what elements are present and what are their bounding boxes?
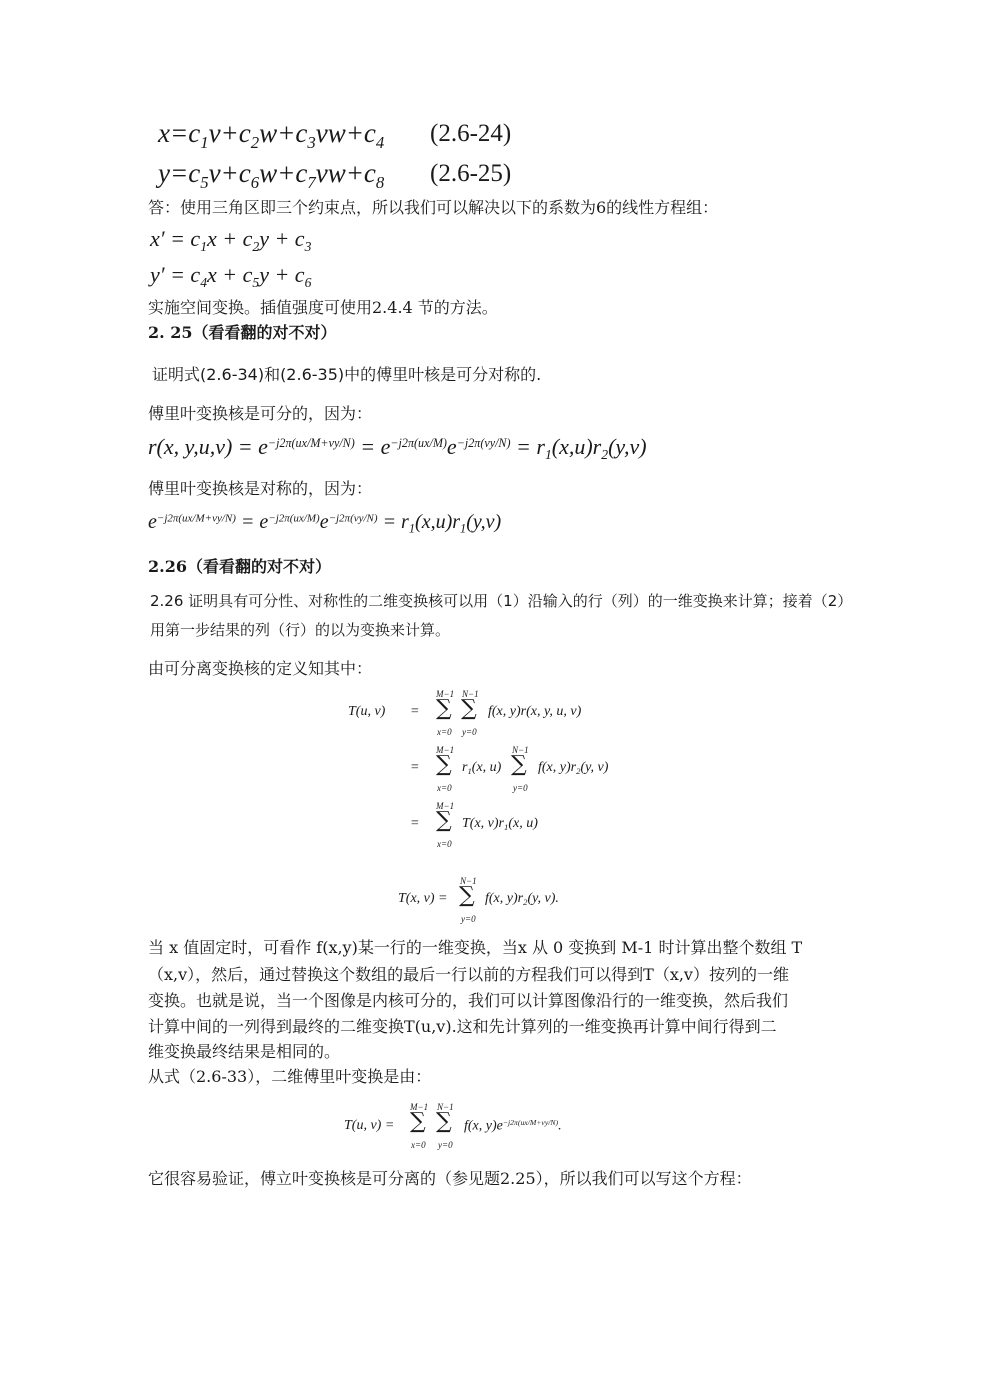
sum-limit-top: N−1 — [460, 876, 477, 886]
sum-limit-top: M−1 — [436, 801, 455, 811]
sum-limit-bottom: x=0 — [437, 783, 452, 793]
statement-2-26-line1: 2.26 证明具有可分性、对称性的二维变换核可以用（1）沿输入的行（列）的一维变换来计算；接着（2） — [150, 592, 853, 610]
sum-limit-top: N−1 — [462, 689, 479, 699]
closing-text: 它很容易验证，傅立叶变换核是可分离的（参见题2.25），所以我们可以写这个方程： — [148, 1169, 752, 1188]
equation-number-25: (2.6-25) — [430, 160, 512, 187]
sum-limit-bottom: x=0 — [411, 1140, 426, 1150]
sum-limit-bottom: y=0 — [513, 783, 528, 793]
sum-limit-bottom: x=0 — [437, 839, 452, 849]
sum-limit-bottom: y=0 — [462, 727, 477, 737]
derivation-eq-1: = — [410, 704, 420, 719]
after-linear-text: 实施空间变换。插值强度可使用2.4.4 节的方法。 — [148, 298, 498, 317]
derivation-eq-2: = — [410, 760, 420, 775]
sum-limit-top: M−1 — [436, 689, 455, 699]
equation-txv-rhs: f(x, $y)r_2(y$, v). — [485, 891, 559, 908]
fourier-rhs: f(x, $y)e^{-j2\pi(ux/M+vy/N)}$. — [464, 1118, 562, 1134]
sigma-symbol: ∑ — [436, 808, 452, 833]
paragraph-line: 当 x 值固定时，可看作 f(x,y)某一行的一维变换，当x 从 0 变换到 M-1 时计算出整个数组 T — [148, 938, 803, 957]
derivation-eq-3: = — [410, 816, 420, 831]
sigma-symbol: ∑ — [436, 752, 452, 777]
sigma-symbol: ∑ — [436, 1109, 452, 1134]
equation-separable: r(x, $y,u,v) = e^{-j2\pi(ux/M+vy/N)} = e^{-j2\pi(ux/M)}e^{-j2\pi(vy/N)} = r_1(x,u)r_2(y,v)$ — [148, 434, 647, 462]
paragraph-line: 维变换最终结果是相同的。 — [148, 1042, 341, 1061]
paragraph-line: 计算中间的一列得到最终的二维变换T(u,v).这和先计算列的一维变换再计算中间行得到二 — [148, 1017, 777, 1036]
equation-number-24: (2.6-24) — [430, 120, 512, 147]
fourier-lhs: T(u, v) = — [344, 1118, 395, 1133]
sigma-symbol: ∑ — [410, 1109, 426, 1134]
sum-limit-top: M−1 — [410, 1102, 429, 1112]
sigma-symbol: ∑ — [436, 696, 452, 721]
equation-2-6-25: $y=c_5v+c_6w+c_7vw+c_8$ — [158, 158, 385, 192]
derivation-lhs: T(u, v) — [348, 704, 386, 719]
sigma-symbol: ∑ — [459, 883, 475, 908]
equation-2-6-24: $x=c_1v+c_2w+c_3vw+c_4$ — [158, 118, 385, 152]
sum-limit-top: N−1 — [437, 1102, 454, 1112]
equation-symmetric: $e^{-j2\pi(ux/M+vy/N)} = e^{-j2\pi(ux/M)}e^{-j2\pi(vy/N)} = r_1(x,u)r_1(y,v)$ — [148, 511, 502, 536]
sum-limit-top: N−1 — [512, 745, 529, 755]
statement-2-25: 证明式(2.6-34)和(2.6-35)中的傅里叶核是可分对称的. — [152, 365, 542, 384]
derivation-row2-a: $r_1(x$, u) — [462, 760, 502, 777]
sum-limit-top: M−1 — [436, 745, 455, 755]
sigma-symbol: ∑ — [461, 696, 477, 721]
definition-text: 由可分离变换核的定义知其中： — [148, 659, 373, 678]
from-equation-text: 从式（2.6-33），二维傅里叶变换是由： — [148, 1067, 432, 1086]
sum-limit-bottom: y=0 — [438, 1140, 453, 1150]
derivation-row2-b: f(x, $y)r_2(y$, v) — [538, 760, 609, 777]
statement-2-26-line2: 用第一步结果的列（行）的以为变换来计算。 — [150, 621, 451, 639]
symmetric-text: 傅里叶变换核是对称的，因为： — [148, 479, 373, 498]
sum-limit-bottom: x=0 — [437, 727, 452, 737]
paragraph-line: 变换。也就是说，当一个图像是内核可分的，我们可以计算图像沿行的一维变换，然后我们 — [148, 991, 789, 1010]
sigma-symbol: ∑ — [511, 752, 527, 777]
paragraph-line: （x,v），然后，通过替换这个数组的最后一行以前的方程我们可以得到T（x,v）按列的一维 — [148, 965, 789, 984]
section-heading-2-26: 2.26（看看翻的对不对） — [148, 557, 331, 576]
equation-x-prime: $x' = c_1x + c_2y + c_3$ — [150, 226, 312, 254]
answer-intro: 答：使用三角区即三个约束点，所以我们可以解决以下的系数为6的线性方程组： — [148, 198, 719, 217]
separable-text: 傅里叶变换核是可分的，因为： — [148, 404, 373, 423]
equation-txv-lhs: T(x, v) = — [398, 891, 448, 906]
derivation-row1: f(x, y)r(x, y, u, v) — [488, 704, 582, 719]
sum-limit-bottom: y=0 — [461, 914, 476, 924]
equation-y-prime: $y' = c_4x + c_5y + c_6$ — [150, 262, 312, 290]
section-heading-2-25: 2. 25（看看翻的对不对） — [148, 323, 337, 342]
derivation-row3: T(x, $v)r_1(x$, u) — [462, 816, 538, 833]
